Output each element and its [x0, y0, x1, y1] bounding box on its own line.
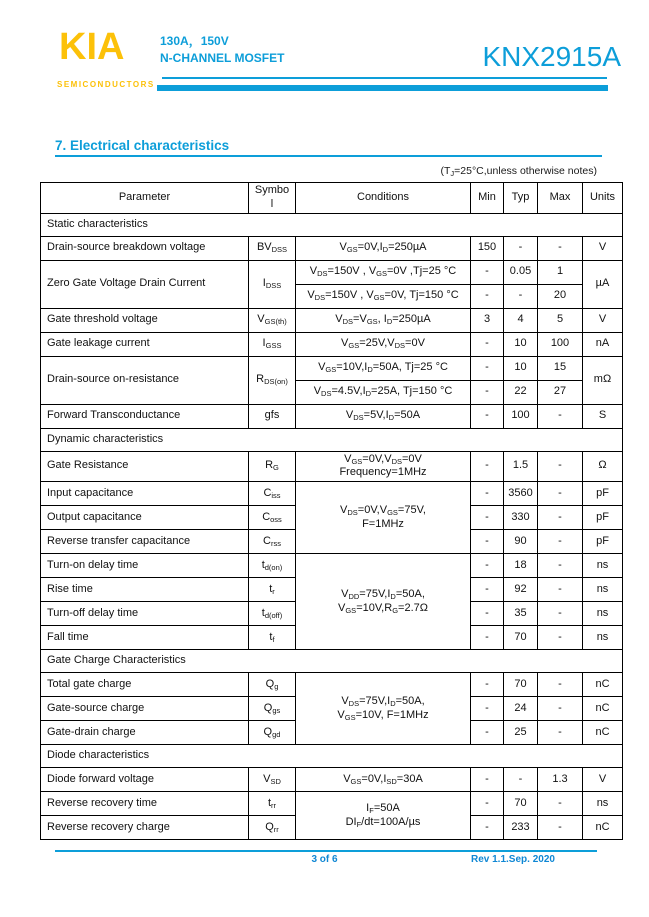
parameter-cell: Zero Gate Voltage Drain Current: [41, 260, 249, 308]
conditions-cell: $V_{DS}=150V$ , $V_{GS}=0V$, Tj=150 °C: [296, 284, 471, 308]
value-cell: -: [538, 578, 583, 602]
value-cell: nC: [583, 721, 623, 745]
header-rule-thin: [162, 77, 607, 79]
value-cell: pF: [583, 530, 623, 554]
value-cell: -: [471, 284, 504, 308]
value-cell: -: [471, 332, 504, 356]
value-cell: -: [538, 530, 583, 554]
value-cell: -: [504, 768, 538, 792]
value-cell: 25: [504, 721, 538, 745]
value-cell: ns: [583, 792, 623, 816]
value-cell: -: [538, 554, 583, 578]
value-cell: -: [538, 626, 583, 650]
value-cell: -: [471, 506, 504, 530]
section-row: [41, 745, 623, 768]
table-row: [41, 451, 623, 482]
conditions-cell: $V_{DS}=75V,I_D=50A$, $V_{GS}=10V$, F=1MHz: [296, 673, 471, 745]
table-body: [41, 213, 623, 840]
value-cell: -: [471, 404, 504, 428]
symbol-cell: $C_{rss}$: [249, 530, 296, 554]
symbol-cell: $R_G$: [249, 451, 296, 482]
symbol-cell: $R_{DS(on)}$: [249, 356, 296, 404]
value-cell: nC: [583, 816, 623, 840]
value-cell: 100: [504, 404, 538, 428]
symbol-cell: $t_f$: [249, 626, 296, 650]
value-cell: 233: [504, 816, 538, 840]
parameter-cell: Gate-drain charge: [41, 721, 249, 745]
conditions-cell: $V_{DS}=4.5V,I_D=25A$, Tj=150 °C: [296, 380, 471, 404]
column-header: Typ: [504, 183, 538, 214]
table-row: [41, 236, 623, 260]
conditions-cell: $V_{DS}=150V$ , $V_{GS}=0V$ ,Tj=25 °C: [296, 260, 471, 284]
column-header: Min: [471, 183, 504, 214]
table-row: [41, 308, 623, 332]
value-cell: -: [471, 697, 504, 721]
device-rating-line1: 130A，150V: [160, 34, 229, 48]
value-cell: 18: [504, 554, 538, 578]
section-label: Gate Charge Characteristics: [41, 650, 623, 673]
value-cell: 10: [504, 356, 538, 380]
column-header: Units: [583, 183, 623, 214]
parameter-cell: Output capacitance: [41, 506, 249, 530]
parameter-cell: Reverse transfer capacitance: [41, 530, 249, 554]
parameter-cell: Gate leakage current: [41, 332, 249, 356]
value-cell: 70: [504, 626, 538, 650]
value-cell: 100: [538, 332, 583, 356]
value-cell: -: [471, 260, 504, 284]
value-cell: -: [471, 768, 504, 792]
value-cell: 5: [538, 308, 583, 332]
symbol-cell: $t_r$: [249, 578, 296, 602]
symbol-cell: $Q_g$: [249, 673, 296, 697]
table-row: [41, 404, 623, 428]
value-cell: -: [471, 578, 504, 602]
symbol-cell: $C_{iss}$: [249, 482, 296, 506]
value-cell: -: [471, 721, 504, 745]
column-header: Symbo l: [249, 183, 296, 214]
value-cell: 92: [504, 578, 538, 602]
symbol-cell: gfs: [249, 404, 296, 428]
value-cell: µA: [583, 260, 623, 308]
conditions-cell: $V_{GS}=25V,V_{DS}=0V$: [296, 332, 471, 356]
parameter-cell: Input capacitance: [41, 482, 249, 506]
value-cell: 90: [504, 530, 538, 554]
parameter-cell: Gate-source charge: [41, 697, 249, 721]
value-cell: -: [538, 404, 583, 428]
section-row: [41, 213, 623, 236]
parameter-cell: Turn-on delay time: [41, 554, 249, 578]
symbol-cell: $BV_{DSS}$: [249, 236, 296, 260]
page-number: 3 of 6: [311, 854, 338, 865]
value-cell: pF: [583, 506, 623, 530]
table-row: [41, 792, 623, 816]
value-cell: -: [538, 697, 583, 721]
section-row: [41, 428, 623, 451]
parameter-cell: Reverse recovery charge: [41, 816, 249, 840]
value-cell: -: [471, 673, 504, 697]
conditions-note: ($T_J=25^\circ C,unless$ otherwise notes): [440, 165, 597, 178]
symbol-cell: $Q_{gs}$: [249, 697, 296, 721]
kia-logo: KIA: [59, 26, 125, 68]
value-cell: 330: [504, 506, 538, 530]
table-row: [41, 482, 623, 506]
device-rating-line2: N-CHANNEL MOSFET: [160, 51, 285, 65]
value-cell: 15: [538, 356, 583, 380]
electrical-characteristics-table: [40, 182, 623, 840]
value-cell: 35: [504, 602, 538, 626]
symbol-cell: $Q_{gd}$: [249, 721, 296, 745]
value-cell: -: [538, 602, 583, 626]
symbol-cell: $V_{GS(th)}$: [249, 308, 296, 332]
column-header: Max: [538, 183, 583, 214]
value-cell: -: [538, 673, 583, 697]
section-label: Static characteristics: [41, 213, 623, 236]
symbol-cell: $I_{DSS}$: [249, 260, 296, 308]
value-cell: -: [538, 792, 583, 816]
parameter-cell: Gate threshold voltage: [41, 308, 249, 332]
table-row: [41, 554, 623, 578]
header-rule-thick: [157, 85, 608, 91]
value-cell: S: [583, 404, 623, 428]
table-row: [41, 768, 623, 792]
value-cell: V: [583, 768, 623, 792]
parameter-cell: Turn-off delay time: [41, 602, 249, 626]
section-underline: [55, 155, 602, 157]
value-cell: -: [538, 506, 583, 530]
table-row: [41, 356, 623, 380]
parameter-cell: Reverse recovery time: [41, 792, 249, 816]
value-cell: pF: [583, 482, 623, 506]
symbol-cell: $t_{d(off)}$: [249, 602, 296, 626]
value-cell: 24: [504, 697, 538, 721]
table-row: [41, 673, 623, 697]
part-number-title: KNX2915A: [482, 41, 621, 72]
footer-rule: [55, 850, 597, 852]
value-cell: V: [583, 236, 623, 260]
value-cell: 22: [504, 380, 538, 404]
value-cell: 1.3: [538, 768, 583, 792]
parameter-cell: Total gate charge: [41, 673, 249, 697]
table-header-row: [41, 183, 623, 214]
value-cell: ns: [583, 554, 623, 578]
value-cell: ns: [583, 626, 623, 650]
value-cell: 20: [538, 284, 583, 308]
value-cell: -: [538, 816, 583, 840]
value-cell: ns: [583, 578, 623, 602]
column-header: Conditions: [296, 183, 471, 214]
conditions-cell: $V_{GS}=0V,I_{SD}=30A$: [296, 768, 471, 792]
value-cell: 0.05: [504, 260, 538, 284]
table-row: [41, 332, 623, 356]
parameter-cell: Forward Transconductance: [41, 404, 249, 428]
value-cell: 4: [504, 308, 538, 332]
revision-label: Rev 1.1.Sep. 2020: [471, 854, 555, 865]
value-cell: -: [538, 482, 583, 506]
value-cell: -: [471, 626, 504, 650]
value-cell: Ω: [583, 451, 623, 482]
value-cell: 150: [471, 236, 504, 260]
value-cell: 3560: [504, 482, 538, 506]
value-cell: 70: [504, 792, 538, 816]
value-cell: -: [471, 530, 504, 554]
value-cell: -: [471, 451, 504, 482]
value-cell: nC: [583, 673, 623, 697]
section-label: Diode characteristics: [41, 745, 623, 768]
value-cell: -: [504, 284, 538, 308]
conditions-cell: $V_{DD}=75V,I_D=50A$, $V_{GS}=10V,R_G=2.7\Omega$: [296, 554, 471, 650]
conditions-cell: $I_F=50A$ $DI_F/dt=100A/\mu s$: [296, 792, 471, 840]
value-cell: nA: [583, 332, 623, 356]
value-cell: 70: [504, 673, 538, 697]
conditions-cell: $V_{DS}=V_{GS}$, $I_D=250\mu A$: [296, 308, 471, 332]
value-cell: nC: [583, 697, 623, 721]
value-cell: -: [504, 236, 538, 260]
symbol-cell: $V_{SD}$: [249, 768, 296, 792]
section-row: [41, 650, 623, 673]
table-row: [41, 260, 623, 284]
value-cell: -: [471, 554, 504, 578]
conditions-cell: $V_{DS}=0V,V_{GS}=75V$, F=1MHz: [296, 482, 471, 554]
value-cell: 10: [504, 332, 538, 356]
parameter-cell: Gate Resistance: [41, 451, 249, 482]
parameter-cell: Diode forward voltage: [41, 768, 249, 792]
value-cell: ns: [583, 602, 623, 626]
parameter-cell: Rise time: [41, 578, 249, 602]
section-title: 7. Electrical characteristics: [55, 138, 230, 153]
conditions-cell: $V_{GS}=10V,I_D=50A$, Tj=25 °C: [296, 356, 471, 380]
value-cell: -: [471, 792, 504, 816]
symbol-cell: $t_{d(on)}$: [249, 554, 296, 578]
value-cell: 3: [471, 308, 504, 332]
parameter-cell: Fall time: [41, 626, 249, 650]
symbol-cell: $Q_{rr}$: [249, 816, 296, 840]
conditions-cell: $V_{DS}=5V,I_D=50A$: [296, 404, 471, 428]
value-cell: -: [538, 236, 583, 260]
value-cell: mΩ: [583, 356, 623, 404]
value-cell: 1.5: [504, 451, 538, 482]
parameter-cell: Drain-source on-resistance: [41, 356, 249, 404]
value-cell: -: [471, 356, 504, 380]
section-label: Dynamic characteristics: [41, 428, 623, 451]
value-cell: -: [471, 482, 504, 506]
kia-logo-subtext: SEMICONDUCTORS: [57, 80, 155, 89]
value-cell: -: [471, 602, 504, 626]
conditions-cell: $V_{GS}=0V,I_D=250\mu A$: [296, 236, 471, 260]
value-cell: V: [583, 308, 623, 332]
symbol-cell: $t_{rr}$: [249, 792, 296, 816]
parameter-cell: Drain-source breakdown voltage: [41, 236, 249, 260]
symbol-cell: $I_{GSS}$: [249, 332, 296, 356]
value-cell: -: [538, 721, 583, 745]
value-cell: -: [538, 451, 583, 482]
value-cell: -: [471, 816, 504, 840]
value-cell: 1: [538, 260, 583, 284]
device-rating: [160, 33, 284, 67]
column-header: Parameter: [41, 183, 249, 214]
conditions-cell: $V_{GS}=0V,V_{DS}=0V$ Frequency=1MHz: [296, 451, 471, 482]
value-cell: -: [471, 380, 504, 404]
value-cell: 27: [538, 380, 583, 404]
symbol-cell: $C_{oss}$: [249, 506, 296, 530]
